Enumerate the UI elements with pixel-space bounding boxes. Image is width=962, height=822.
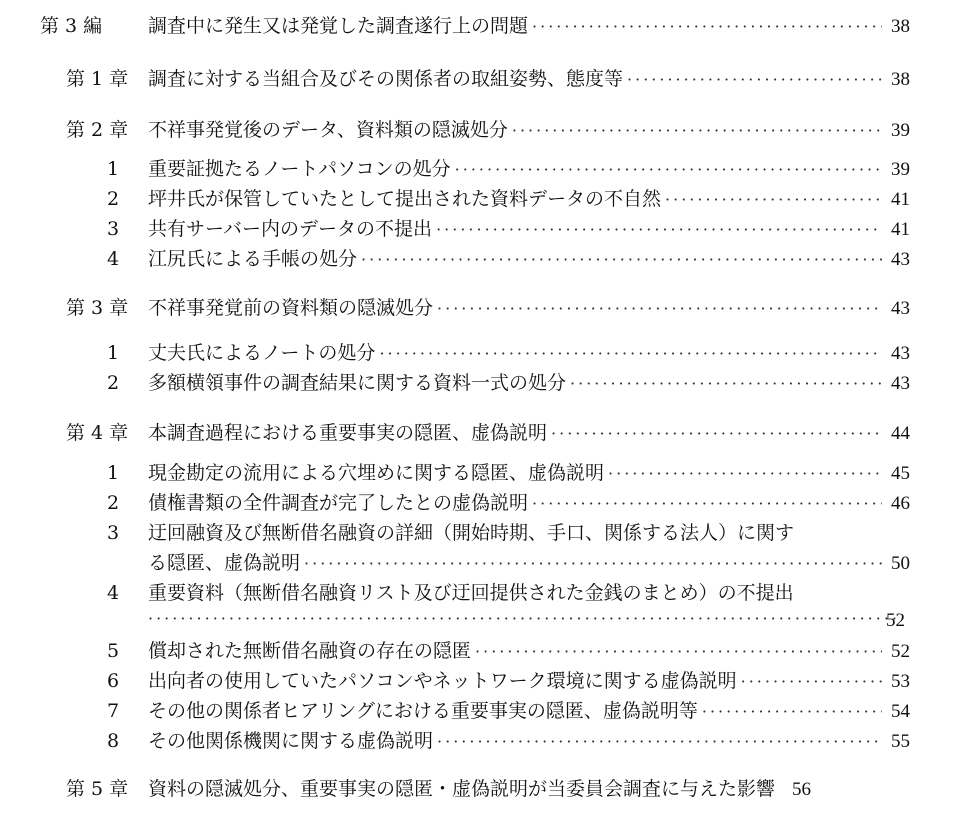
page-number: 39 xyxy=(891,159,910,180)
dot-leader xyxy=(665,187,882,213)
section-number: 1 xyxy=(107,342,120,364)
section-number: 5 xyxy=(107,640,120,662)
dot-leader xyxy=(437,729,882,755)
section-title-line2: る隠匿、虚偽説明 xyxy=(148,552,301,574)
toc-chapter-4[interactable] xyxy=(66,420,910,447)
toc-section[interactable] xyxy=(107,638,910,665)
chapter-title: 不祥事発覚前の資料類の隠滅処分 xyxy=(148,297,434,319)
dot-leader xyxy=(532,491,882,517)
section-title: 現金勘定の流用による穴埋めに関する隠匿、虚偽説明 xyxy=(148,462,605,484)
section-number: 1 xyxy=(107,158,120,180)
dot-leader xyxy=(455,157,882,183)
chapter-title: 資料の隠滅処分、重要事実の隠匿・虚偽説明が当委員会調査に与えた影響 xyxy=(148,778,776,800)
toc-section[interactable] xyxy=(107,186,910,213)
toc-chapter-3[interactable] xyxy=(66,295,910,322)
page-number: 52 xyxy=(886,610,905,631)
section-number: 4 xyxy=(107,248,120,270)
part-label: 第 3 編 xyxy=(40,15,103,37)
section-title: 多額横領事件の調査結果に関する資料一式の処分 xyxy=(148,372,567,394)
dot-leader xyxy=(627,67,882,93)
chapter-label: 第 3 章 xyxy=(66,297,129,319)
section-title: 共有サーバー内のデータの不提出 xyxy=(148,218,433,240)
dot-leader xyxy=(551,421,882,447)
section-number: 8 xyxy=(107,730,120,752)
toc-chapter-1[interactable] xyxy=(66,66,910,93)
section-number: 3 xyxy=(107,218,120,240)
dot-leader xyxy=(512,118,882,144)
chapter-label: 第 4 章 xyxy=(66,422,129,444)
section-title: 丈夫氏によるノートの処分 xyxy=(148,342,376,364)
page-number: 43 xyxy=(891,298,910,319)
toc-section-number: 3 xyxy=(107,522,120,544)
page-number: 54 xyxy=(891,701,910,722)
dot-leader xyxy=(361,247,882,273)
dot-leader xyxy=(436,217,882,243)
dot-leader xyxy=(741,669,882,695)
toc-section-continuation[interactable] xyxy=(148,606,910,632)
dot-leader xyxy=(702,699,882,725)
toc-section[interactable] xyxy=(107,490,910,517)
toc-section-title-line1[interactable]: 重要資料（無断借名融資リスト及び迂回提供された金銭のまとめ）の不提出 xyxy=(148,582,794,604)
toc-part-3[interactable] xyxy=(40,13,910,40)
page-number: 56 xyxy=(792,779,812,800)
page-number: 53 xyxy=(891,671,910,692)
toc-section[interactable] xyxy=(107,216,910,243)
page-number: 41 xyxy=(891,219,910,240)
page-number: 45 xyxy=(891,463,910,484)
toc-section-continuation[interactable] xyxy=(148,550,910,577)
toc-section[interactable] xyxy=(107,246,910,273)
page-number: 41 xyxy=(891,189,910,210)
dot-leader xyxy=(304,551,882,577)
section-number: 2 xyxy=(107,492,120,514)
section-title: 出向者の使用していたパソコンやネットワーク環境に関する虚偽説明 xyxy=(148,670,737,692)
part-title: 調査中に発生又は発覚した調査遂行上の問題 xyxy=(148,15,529,37)
toc-section[interactable] xyxy=(107,728,910,755)
toc-section[interactable] xyxy=(107,698,910,725)
toc-section[interactable] xyxy=(107,340,910,367)
dot-leader xyxy=(379,341,882,367)
dot-leader xyxy=(570,371,882,397)
section-title: 坪井氏が保管していたとして提出された資料データの不自然 xyxy=(148,188,662,210)
toc-chapter-2[interactable] xyxy=(66,117,910,144)
page-number: 39 xyxy=(891,120,910,141)
page-number: 52 xyxy=(891,641,910,662)
page-number: 43 xyxy=(891,343,910,364)
toc-section-number: 4 xyxy=(107,582,120,604)
page-number: 46 xyxy=(891,493,910,514)
dot-leader xyxy=(437,296,882,322)
chapter-title: 本調査過程における重要事実の隠匿、虚偽説明 xyxy=(148,422,548,444)
section-number: 2 xyxy=(107,372,120,394)
section-number: 7 xyxy=(107,700,120,722)
section-title: その他関係機関に関する虚偽説明 xyxy=(148,730,434,752)
chapter-title: 不祥事発覚後のデータ、資料類の隠滅処分 xyxy=(148,119,508,141)
section-title: 償却された無断借名融資の存在の隠匿 xyxy=(148,640,472,662)
toc-section[interactable] xyxy=(107,370,910,397)
dot-leader xyxy=(475,639,882,665)
dot-leader xyxy=(608,461,882,487)
toc-chapter-5[interactable] xyxy=(66,776,910,803)
section-title: 債権書類の全件調査が完了したとの虚偽説明 xyxy=(148,492,529,514)
toc-section-title-line1[interactable]: 迂回融資及び無断借名融資の詳細（開始時期、手口、関係する法人）に関す xyxy=(148,522,795,544)
chapter-label: 第 2 章 xyxy=(66,119,129,141)
page-number: 44 xyxy=(891,423,910,444)
chapter-label: 第 1 章 xyxy=(66,68,129,90)
page-number: 43 xyxy=(891,249,910,270)
page-number: 55 xyxy=(891,731,910,752)
section-number: 6 xyxy=(107,670,120,692)
section-number: 2 xyxy=(107,188,120,210)
page-number: 38 xyxy=(891,16,910,37)
dot-leader xyxy=(148,606,906,632)
page-number: 43 xyxy=(891,373,910,394)
page-number: 50 xyxy=(891,553,910,574)
toc-section[interactable] xyxy=(107,460,910,487)
toc-section[interactable] xyxy=(107,668,910,695)
toc-section[interactable] xyxy=(107,156,910,183)
section-title: 江尻氏による手帳の処分 xyxy=(148,248,358,270)
chapter-label: 第 5 章 xyxy=(66,778,129,800)
section-title: その他の関係者ヒアリングにおける重要事実の隠匿、虚偽説明等 xyxy=(148,700,698,722)
section-number: 1 xyxy=(107,462,120,484)
dot-leader xyxy=(532,14,882,40)
chapter-title: 調査に対する当組合及びその関係者の取組姿勢、態度等 xyxy=(148,68,624,90)
section-title: 重要証拠たるノートパソコンの処分 xyxy=(148,158,451,180)
page-number: 38 xyxy=(891,69,910,90)
